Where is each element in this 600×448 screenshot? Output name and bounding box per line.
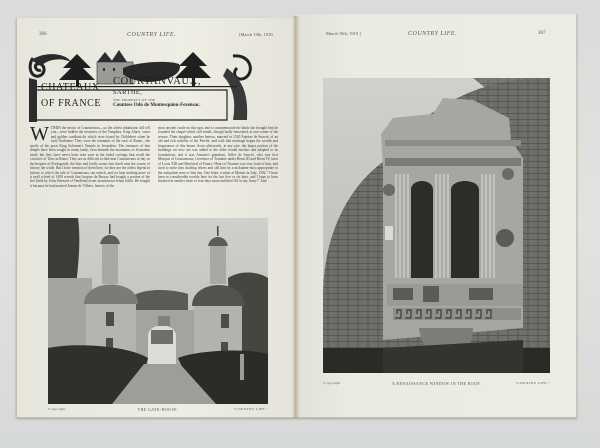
left-page	[16, 18, 296, 418]
right-page	[296, 14, 577, 418]
column-text: ITHIN the moats of Courtanvaux—so the oldest inhabitant will tell you—were hidden the treasures of the Templars, King Alaric, vases and golden candlesticks which were found by Childebert when he took Narbonne. They were the remnants of the sack of Rome—the spoils of the great King Solomon's Temple in Jerusalem. The treasures of that temple have been sought in many lands, even beneath the mountains of Jerusalem itself; but they have never been seen save in the faded carvings that recall the victories of Titus in Rome. They are as difficult to find near Courtanvaux to-day as the bequest of Fredegonde, the blue and lordly stones that dwelt near the course of history the while. But I have mention of them here, for they are the oldest legend in history to which the tale of Courtanvaux can stretch, and we hear nothing more of it until a deed of 1490 reveals that Jacques de Bessay had bought a portion of the fief (held by John, Bernard of Vendôme) from an unknown Jehan Gillet. He bought it because he had married Jeanne de Villiers, heiress of the	[30, 126, 150, 188]
column-text: most ancient castle on this spot, and to commemorate the lands she brought him he founded the chapel which still stands, though badly renovated, at one corner of the terrace. Their daughter, another heiress, married in 1520 Antoine de Souvré, of an old and rich nobility of the Perche, and with that marriage began the wealth and importance of this house. Soon afterwards, at any rate, the larger portion of the buildings we now see was added to the older feudal nucleus and adapted to its foundations; and it was Antoine's grandson, Gilles de Souvré, who was first Marquis of Courtanvaux, Governor of Touraine under Henri III and Henri IV, tutor of Louis XIII and Maréchal of France. Henri of Navarre was very fond of him, and used to write him chaffing letters and call him by a nickname most appropriate to the outspoken men of that day. One letter, written at Mantes in July, 1592: "I have been in considerable trouble here for the last five or six days, and I hope to have finished in another three or four days more and then Off to my Army!" And	[158, 126, 278, 184]
running-head-left	[17, 32, 296, 42]
issue-date: March 19th, 1910.]	[326, 31, 361, 36]
series-title-line1: CHATEAUX	[41, 82, 100, 93]
department: SARTHE,	[113, 89, 143, 96]
photo-credit-left: Copyright	[48, 407, 66, 411]
property-of: THE PROPERTY OF THE	[113, 98, 156, 102]
figure-caption: A RENAISSANCE WINDOW IN THE ROOF.	[391, 381, 482, 386]
running-title: COUNTRY LIFE.	[127, 32, 177, 38]
photo-credit-left: Copyright	[323, 381, 341, 385]
gate-house-image-icon	[48, 218, 268, 404]
gate-house-caption	[48, 407, 268, 413]
binding-gutter	[292, 16, 300, 418]
series-title-line2: OF FRANCE	[41, 98, 102, 109]
photo-credit-right: "COUNTRY LIFE."	[515, 381, 550, 385]
window-caption	[323, 381, 550, 387]
drop-cap: W	[30, 126, 49, 145]
gate-house-photo	[48, 218, 268, 404]
article-body	[30, 126, 282, 218]
page-number: 366	[39, 32, 47, 37]
owner-name: Countess Odo de Montesquiou-Fezensac.	[113, 103, 201, 108]
text-column-1	[30, 126, 150, 218]
running-head-right	[296, 31, 576, 41]
figure-caption: THE GATE-HOUSE.	[137, 407, 179, 412]
renaissance-window-image-icon	[323, 78, 550, 373]
text-column-2	[158, 126, 278, 218]
magazine-spread	[16, 12, 578, 426]
renaissance-window-photo	[323, 78, 550, 373]
chateau-name: COURTANVAUX,	[113, 76, 202, 87]
running-title: COUNTRY LIFE.	[408, 31, 458, 37]
issue-date: [March 19th, 1910.	[239, 32, 274, 37]
photo-credit-right: "COUNTRY LIFE."	[233, 407, 268, 411]
article-title-block	[27, 76, 247, 124]
page-number: 367	[538, 31, 546, 36]
